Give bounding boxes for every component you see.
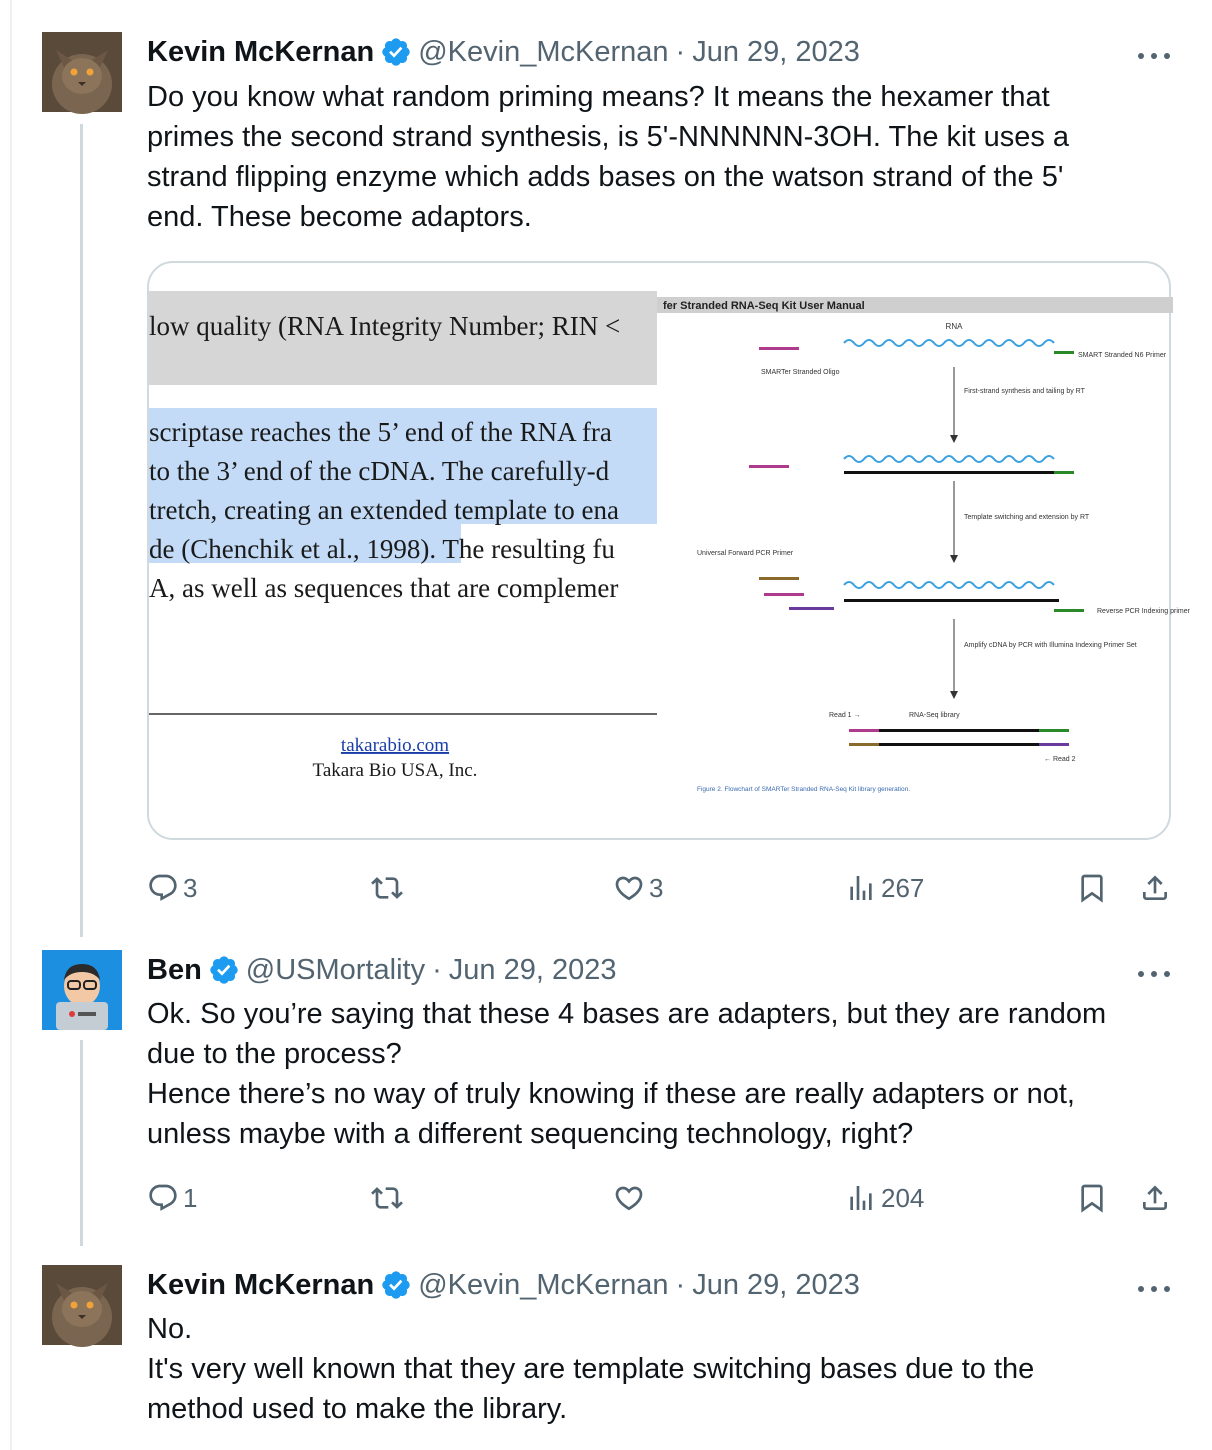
bookmark-icon bbox=[1076, 872, 1108, 904]
diagram-label: Reverse PCR Indexing primer bbox=[1097, 608, 1190, 615]
diagram-header: fer Stranded RNA-Seq Kit User Manual bbox=[663, 300, 865, 312]
diagram-label: First-strand synthesis and tailing by RT bbox=[964, 388, 1085, 395]
library-adapter bbox=[1039, 729, 1069, 732]
diagram-label: Template switching and extension by RT bbox=[964, 514, 1090, 521]
display-name[interactable]: Ben bbox=[147, 953, 202, 986]
avatar[interactable] bbox=[42, 32, 122, 112]
separator-dot: · bbox=[432, 953, 442, 986]
rna-strand bbox=[844, 456, 1054, 462]
bookmark-icon bbox=[1076, 1182, 1108, 1214]
bookmark-button[interactable] bbox=[1076, 1178, 1108, 1218]
rna-strand bbox=[844, 340, 1054, 346]
doc-line: scriptase reaches the 5’ end of the RNA fra bbox=[149, 417, 612, 447]
tweet[interactable] bbox=[0, 950, 1212, 1213]
diagram-label: SMART Stranded N6 Primer bbox=[1078, 352, 1167, 359]
tweet-actions bbox=[0, 1178, 1212, 1218]
tweet-text-line: primes the second strand synthesis, is 5'-NNNNNN-3OH. The kit uses a bbox=[147, 121, 1070, 153]
heart-icon bbox=[613, 1182, 645, 1214]
bookmark-button[interactable] bbox=[1076, 868, 1108, 908]
tweet[interactable] bbox=[0, 1265, 1212, 1445]
tweet-text-line: end. These become adaptors. bbox=[147, 201, 532, 233]
cat-avatar-image bbox=[42, 1265, 122, 1345]
more-options-icon[interactable] bbox=[1138, 1279, 1170, 1299]
heart-icon bbox=[613, 872, 645, 904]
diagram-label: Amplify cDNA by PCR with Illumina Indexing Primer Set bbox=[964, 642, 1137, 649]
views-button[interactable] bbox=[845, 868, 924, 908]
user-handle[interactable]: @Kevin_McKernan bbox=[418, 35, 669, 68]
like-count: 3 bbox=[649, 872, 664, 903]
views-chart-icon bbox=[845, 872, 877, 904]
diagram-label: ← Read 2 bbox=[1044, 756, 1076, 763]
doc-company: Takara Bio USA, Inc. bbox=[312, 760, 478, 781]
cdna-strand bbox=[844, 471, 1059, 474]
views-button[interactable] bbox=[845, 1178, 924, 1218]
rev-primer-bar bbox=[1054, 609, 1084, 612]
primer-bar bbox=[1054, 351, 1074, 354]
verified-badge-icon bbox=[380, 1269, 412, 1301]
tweet-actions bbox=[0, 868, 1212, 908]
user-handle[interactable]: @USMortality bbox=[245, 953, 426, 986]
avatar[interactable] bbox=[42, 950, 122, 1030]
retweet-button[interactable] bbox=[371, 868, 407, 908]
like-button[interactable] bbox=[613, 1178, 649, 1218]
verified-badge-icon bbox=[380, 36, 412, 68]
doc-link: takarabio.com bbox=[340, 735, 450, 756]
library-adapter bbox=[849, 743, 879, 746]
share-icon bbox=[1139, 1182, 1171, 1214]
flow-arrowhead bbox=[950, 435, 958, 443]
memoji-avatar-image bbox=[42, 950, 122, 1030]
tweet-text bbox=[147, 77, 1182, 237]
timestamp[interactable]: Jun 29, 2023 bbox=[448, 953, 617, 986]
library-insert bbox=[879, 743, 1039, 746]
tweet-text-line: Ok. So you’re saying that these 4 bases are adapters, but they are random bbox=[147, 998, 1107, 1030]
diagram-caption: Figure 2. Flowchart of SMARTer Stranded RNA-Seq Kit library generation. bbox=[697, 786, 911, 793]
diagram-label: RNA-Seq library bbox=[909, 712, 960, 719]
like-button[interactable] bbox=[613, 868, 663, 908]
doc-line: de (Chenchik et al., 1998). The resulting fu bbox=[149, 534, 615, 564]
view-count: 204 bbox=[881, 1182, 925, 1213]
doc-line: to the 3’ end of the cDNA. The carefully-d bbox=[149, 456, 610, 486]
library-insert bbox=[879, 729, 1039, 732]
primer-bar bbox=[1054, 471, 1074, 474]
reply-icon bbox=[147, 1182, 179, 1214]
reply-icon bbox=[147, 872, 179, 904]
oligo-bar bbox=[759, 347, 799, 350]
view-count: 267 bbox=[881, 872, 925, 903]
timestamp[interactable]: Jun 29, 2023 bbox=[692, 35, 860, 68]
tweet-header bbox=[147, 950, 616, 990]
tweet-text-line: strand flipping enzyme which adds bases on the watson strand of the 5' bbox=[147, 161, 1064, 193]
views-chart-icon bbox=[845, 1182, 877, 1214]
oligo-bar bbox=[764, 593, 804, 596]
tweet-text bbox=[147, 994, 1182, 1154]
rna-strand bbox=[844, 582, 1054, 588]
flow-arrowhead bbox=[950, 555, 958, 563]
tweet-text-line: It's very well known that they are template switching bases due to the bbox=[147, 1353, 1035, 1385]
cat-avatar-image bbox=[42, 32, 122, 112]
tweet-text-line: method used to make the library. bbox=[147, 1393, 568, 1425]
tweet-text-line: No. bbox=[147, 1313, 193, 1345]
tweet-header bbox=[147, 1265, 860, 1305]
reply-count: 3 bbox=[183, 872, 198, 903]
diagram-label: Universal Forward PCR Primer bbox=[697, 550, 794, 557]
oligo-bar bbox=[749, 465, 789, 468]
adapter-bar bbox=[789, 607, 834, 610]
tweet-text-line: unless maybe with a different sequencing technology, right? bbox=[147, 1118, 914, 1150]
timestamp[interactable]: Jun 29, 2023 bbox=[692, 1268, 860, 1301]
library-adapter bbox=[849, 729, 879, 732]
user-handle[interactable]: @Kevin_McKernan bbox=[418, 1268, 669, 1301]
share-button[interactable] bbox=[1139, 868, 1171, 908]
diagram-label: Read 1 → bbox=[829, 712, 861, 719]
flow-arrowhead bbox=[950, 691, 958, 699]
cdna-strand bbox=[844, 599, 1059, 602]
reply-button[interactable] bbox=[147, 868, 197, 908]
fwd-primer-bar bbox=[759, 577, 799, 580]
tweet-text-line: due to the process? bbox=[147, 1038, 402, 1070]
share-icon bbox=[1139, 872, 1171, 904]
doc-line: tretch, creating an extended template to ena bbox=[149, 495, 620, 525]
verified-badge-icon bbox=[208, 954, 240, 986]
tweet-text-line: Hence there’s no way of truly knowing if these are really adapters or not, bbox=[147, 1078, 1075, 1110]
display-name[interactable]: Kevin McKernan bbox=[147, 1268, 375, 1301]
separator-dot: · bbox=[675, 35, 686, 68]
tweet-text bbox=[147, 1309, 1182, 1429]
more-options-icon[interactable] bbox=[1138, 46, 1170, 66]
retweet-button[interactable] bbox=[371, 1178, 407, 1218]
doc-line: A, as well as sequences that are complemer bbox=[149, 573, 619, 603]
reply-count: 1 bbox=[183, 1182, 198, 1213]
separator-dot: · bbox=[675, 1268, 686, 1301]
share-button[interactable] bbox=[1139, 1178, 1171, 1218]
more-options-icon[interactable] bbox=[1138, 964, 1170, 984]
retweet-icon bbox=[371, 1182, 403, 1214]
diagram-label: RNA bbox=[945, 322, 963, 331]
retweet-icon bbox=[371, 872, 403, 904]
doc-line: low quality (RNA Integrity Number; RIN < bbox=[149, 311, 621, 341]
tweet-header bbox=[147, 32, 860, 72]
library-adapter bbox=[1039, 743, 1069, 746]
diagram-label: SMARTer Stranded Oligo bbox=[761, 369, 840, 376]
tweet[interactable] bbox=[0, 32, 1212, 902]
reply-button[interactable] bbox=[147, 1178, 197, 1218]
avatar[interactable] bbox=[42, 1265, 122, 1345]
tweet-text-line: Do you know what random priming means? It means the hexamer that bbox=[147, 81, 1050, 113]
tweet-media-image[interactable] bbox=[147, 261, 1190, 840]
display-name[interactable]: Kevin McKernan bbox=[147, 35, 375, 68]
